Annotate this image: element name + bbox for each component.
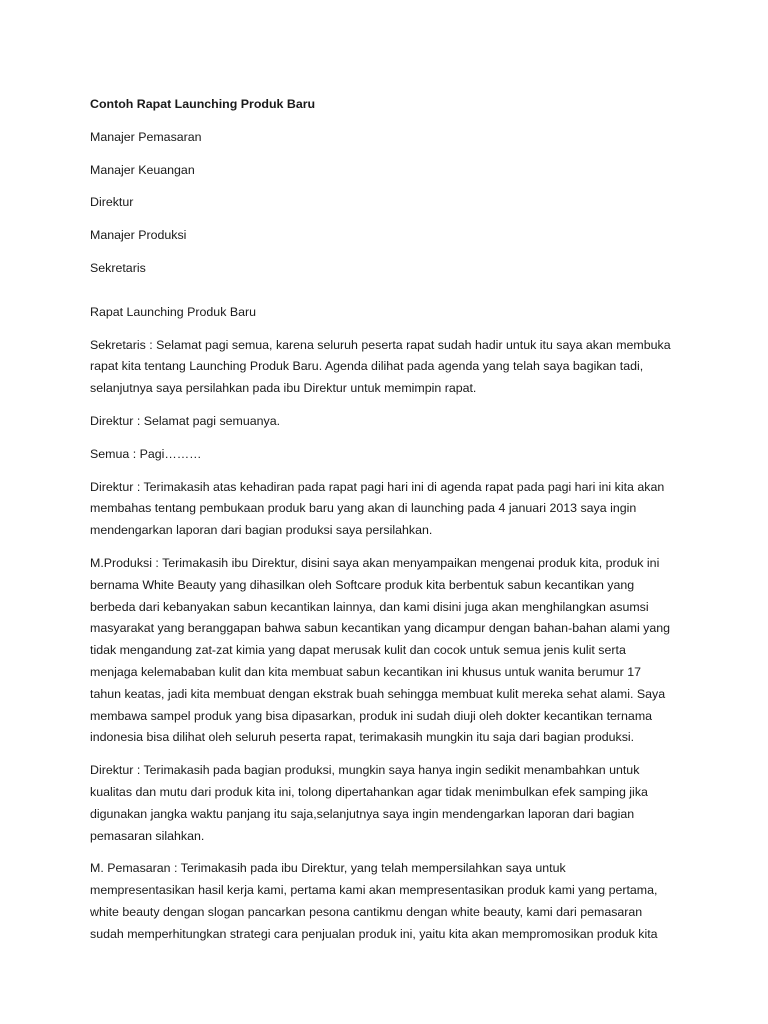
- transcript-paragraph: [90, 335, 690, 400]
- paragraph-line: digunakan jangka waktu panjang itu saja,selanjutnya saya ingin mendengarkan laporan dari bagian: [90, 806, 635, 821]
- paragraph-line: bernama White Beauty yang dihasilkan oleh Softcare produk kita berbentuk sabun kecantikan yang: [90, 577, 635, 592]
- paragraph-line: Semua : Pagi………: [90, 446, 202, 461]
- paragraph-line: Direktur : Selamat pagi semuanya.: [90, 413, 281, 428]
- attendee-list: [90, 127, 690, 280]
- attendee-item: Manajer Pemasaran: [90, 129, 202, 144]
- attendee-item: Manajer Keuangan: [90, 162, 195, 177]
- paragraph-line: berbeda dari kebanyakan sabun kecantikan lainnya, dan kami disini juga akan menghilangkan asumsi: [90, 599, 649, 614]
- section-title: Rapat Launching Produk Baru: [90, 304, 257, 319]
- transcript-paragraph: [90, 858, 690, 945]
- transcript-paragraph: [90, 444, 690, 466]
- transcript-paragraph: [90, 411, 690, 433]
- paragraph-line: membawa sampel produk yang bisa dipasarkan, produk ini sudah diuji oleh dokter kecantikan ternama: [90, 708, 653, 723]
- paragraph-line: menjaga kelemababan kulit dan kita membuat sabun kecantikan ini khusus untuk wanita berumur 17: [90, 664, 642, 679]
- paragraph-line: Direktur : Terimakasih pada bagian produksi, mungkin saya hanya ingin sedikit menambahkan untuk: [90, 763, 640, 778]
- paragraph-line: tidak mengandung zat-zat kimia yang dapat merusak kulit dan cocok untuk semua jenis kulit serta: [90, 643, 626, 658]
- document-title: Contoh Rapat Launching Produk Baru: [90, 97, 316, 111]
- paragraph-line: rapat kita tentang Launching Produk Baru. Agenda dilihat pada agenda yang telah saya bagikan tadi,: [90, 359, 644, 374]
- paragraph-line: sudah memperhitungkan strategi cara penjualan produk ini, yaitu kita akan mempromosikan produk kita: [90, 926, 658, 941]
- paragraph-line: M. Pemasaran : Terimakasih pada ibu Direktur, yang telah mempersilahkan saya untuk: [90, 861, 566, 876]
- paragraph-line: selanjutnya saya persilahkan pada ibu Direktur untuk memimpin rapat.: [90, 381, 477, 396]
- paragraph-line: M.Produksi : Terimakasih ibu Direktur, disini saya akan menyampaikan mengenai produk kita, produk ini: [90, 555, 660, 570]
- meeting-transcript: [90, 335, 690, 946]
- attendee-item: Manajer Produksi: [90, 228, 187, 243]
- paragraph-line: Sekretaris : Selamat pagi semua, karena seluruh peserta rapat sudah hadir untuk itu saya akan membuka: [90, 337, 671, 352]
- transcript-paragraph: [90, 477, 690, 542]
- paragraph-line: mempresentasikan hasil kerja kami, pertama kami akan mempresentasikan produk kami yang pertama,: [90, 883, 658, 898]
- paragraph-line: Direktur : Terimakasih atas kehadiran pada rapat pagi hari ini di agenda rapat pada pagi hari ini kita akan: [90, 479, 665, 494]
- attendee-item: Sekretaris: [90, 260, 146, 275]
- paragraph-line: membahas tentang pembukaan produk baru yang akan di launching pada 4 januari 2013 saya ingin: [90, 501, 637, 516]
- paragraph-line: white beauty dengan slogan pancarkan pesona cantikmu dengan white beauty, kami dari pemasaran: [90, 904, 643, 919]
- paragraph-line: pemasaran silahkan.: [90, 828, 205, 843]
- transcript-paragraph: [90, 760, 690, 847]
- paragraph-line: masyarakat yang beranggapan bahwa sabun kecantikan yang dicampur dengan bahan-bahan alami yang: [90, 621, 671, 636]
- document-page: [90, 94, 690, 957]
- transcript-paragraph: [90, 553, 690, 749]
- paragraph-line: kualitas dan mutu dari produk kita ini, tolong dipertahankan agar tidak menimbulkan efek samping jika: [90, 784, 648, 799]
- paragraph-line: mendengarkan laporan dari bagian produksi saya persilahkan.: [90, 523, 433, 538]
- attendee-item: Direktur: [90, 195, 134, 210]
- paragraph-line: tahun keatas, jadi kita membuat dengan ekstrak buah sehingga membuat kulit mereka sehat alami. Saya: [90, 686, 666, 701]
- paragraph-line: indonesia bisa dilihat oleh seluruh peserta rapat, terimakasih mungkin itu saja dari bagian produksi.: [90, 730, 635, 745]
